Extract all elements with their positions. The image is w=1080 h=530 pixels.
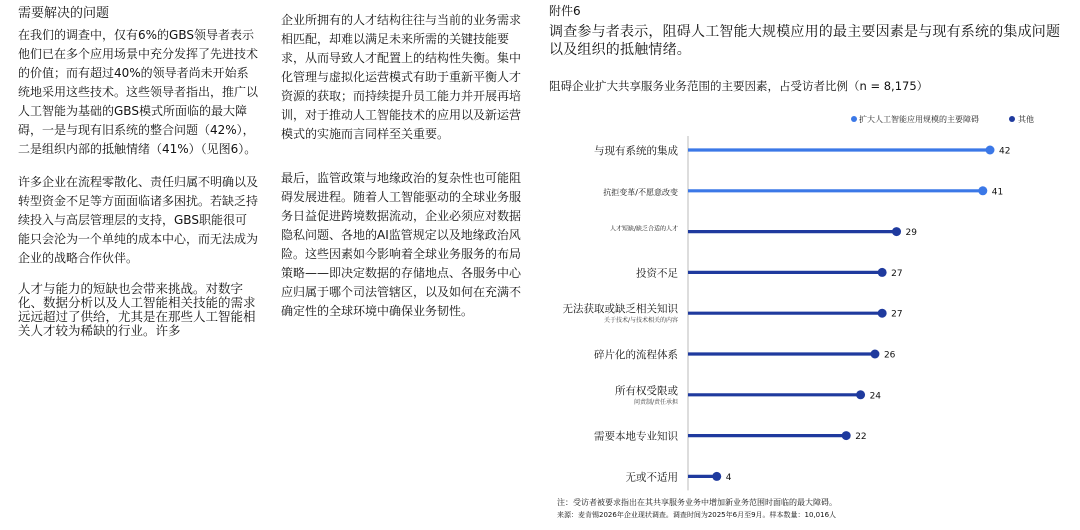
data-label: 24: [869, 391, 882, 402]
middle-column: [281, 0, 531, 321]
category-sublabel: 关于技术/与技术相关的内容: [603, 317, 678, 325]
legend-label-other: 其他: [1018, 115, 1034, 124]
bar-end-dot: [978, 186, 987, 195]
data-label: 41: [991, 187, 1004, 198]
category-label: 碎片化的流程体系: [594, 349, 678, 361]
category-label: 所有权受限或: [615, 384, 678, 397]
bar-end-dot: [856, 390, 865, 399]
bar-end-dot: [892, 227, 901, 236]
chart-note: 注：受访者被要求指出在其共享服务业务中增加新业务范围时面临的最大障碍。: [557, 498, 837, 507]
section-title: 需要解决的问题: [18, 6, 110, 21]
paragraph: 最后，监管政策与地缘政治的复杂性也可能阻碍发展进程。随着人工智能驱动的全球业务服务日益促进跨境数据流动，企业必须应对数据隐私问题、各地的AI监管规定以及地缘政治风险。这些因素如今影响着全球业务服务的布局策略——即决定数据的存储地点、各服务中心应归属于哪个司法管辖区，以及如何在充满不确定性的全球环境中确保业务韧性。: [281, 171, 522, 318]
category-label: 人才短缺/缺乏合适的人才: [609, 225, 678, 233]
exhibit-title: 调查参与者表示，阻碍人工智能大规模应用的最主要因素是与现有系统的集成问题以及组织的抵触情绪。: [549, 24, 1061, 58]
data-label: 42: [999, 146, 1011, 157]
exhibit-panel: [549, 0, 1069, 519]
data-label: 4: [725, 472, 732, 483]
category-sublabel: 问责制/责任承担: [633, 398, 678, 406]
bar-end-dot: [878, 268, 887, 277]
bar-end-dot: [712, 472, 721, 481]
category-label: 抗拒变革/不愿意改变: [603, 187, 678, 197]
paragraph: 许多企业在流程零散化、责任归属不明确以及转型资金不足等方面面临诸多困扰。若缺乏持续投入与高层管理层的支持，GBS职能很可能只会沦为一个单纯的成本中心，而无法成为企业的战略合作伙伴。: [18, 175, 259, 265]
legend-label-primary: 扩大人工智能应用规模的主要障碍: [859, 115, 979, 124]
bar-end-dot: [878, 309, 887, 318]
chart-subtitle: 阻碍企业扩大共享服务业务范围的主要因素，占受访者比例（n = 8,175）: [549, 79, 929, 93]
data-label: 26: [883, 350, 896, 361]
category-label: 需要本地专业知识: [594, 430, 678, 443]
category-label: 与现有系统的集成: [594, 145, 678, 157]
paragraph: 企业所拥有的人才结构往往与当前的业务需求相匹配，却难以满足未来所需的关键技能要求，从而导致人才配置上的结构性失衡。集中化管理与虚拟化运营模式有助于重新平衡人才资源的获取；而持续提升员工能力并开展再培训，对于推动人工智能技术的应用以及新运营模式的实施而言同样至关重要。: [281, 13, 522, 141]
chart-source: 来源：麦肯锡2026年企业现状调查。调查时间为2025年6月至9月。样本数量：10,016人: [557, 511, 837, 519]
left-column: [18, 0, 258, 338]
legend-swatch-other: [1009, 116, 1015, 122]
data-label: 27: [891, 309, 903, 320]
bar-end-dot: [870, 350, 879, 359]
paragraph: 在我们的调查中，仅有6%的GBS领导者表示他们已在多个应用场景中充分发挥了先进技术的价值；而有超过40%的领导者尚未开始系统地采用这些技术。这些领导者指出，推广以人工智能为基础的GBS模式所面临的最大障碍，一是与现有旧系统的整合问题（42%），二是组织内部的抵触情绪（41%）（见图6）。: [18, 28, 259, 156]
data-label: 27: [891, 268, 903, 279]
data-label: 22: [855, 432, 867, 443]
data-label: 29: [905, 228, 917, 239]
category-label: 无或不适用: [625, 471, 678, 484]
bar-end-dot: [842, 431, 851, 440]
bar-chart: [549, 100, 1069, 495]
bar-end-dot: [986, 146, 995, 155]
category-label: 投资不足: [636, 267, 678, 280]
paragraph: 人才与能力的短缺也会带来挑战。对数字化、数据分析以及人工智能相关技能的需求远远超过了供给，尤其是在那些人工智能相关人才较为稀缺的行业。许多: [18, 281, 256, 338]
legend-swatch-primary: [851, 116, 857, 122]
annex-label: 附件6: [549, 4, 581, 18]
category-label: 无法获取或缺乏相关知识: [562, 303, 678, 316]
